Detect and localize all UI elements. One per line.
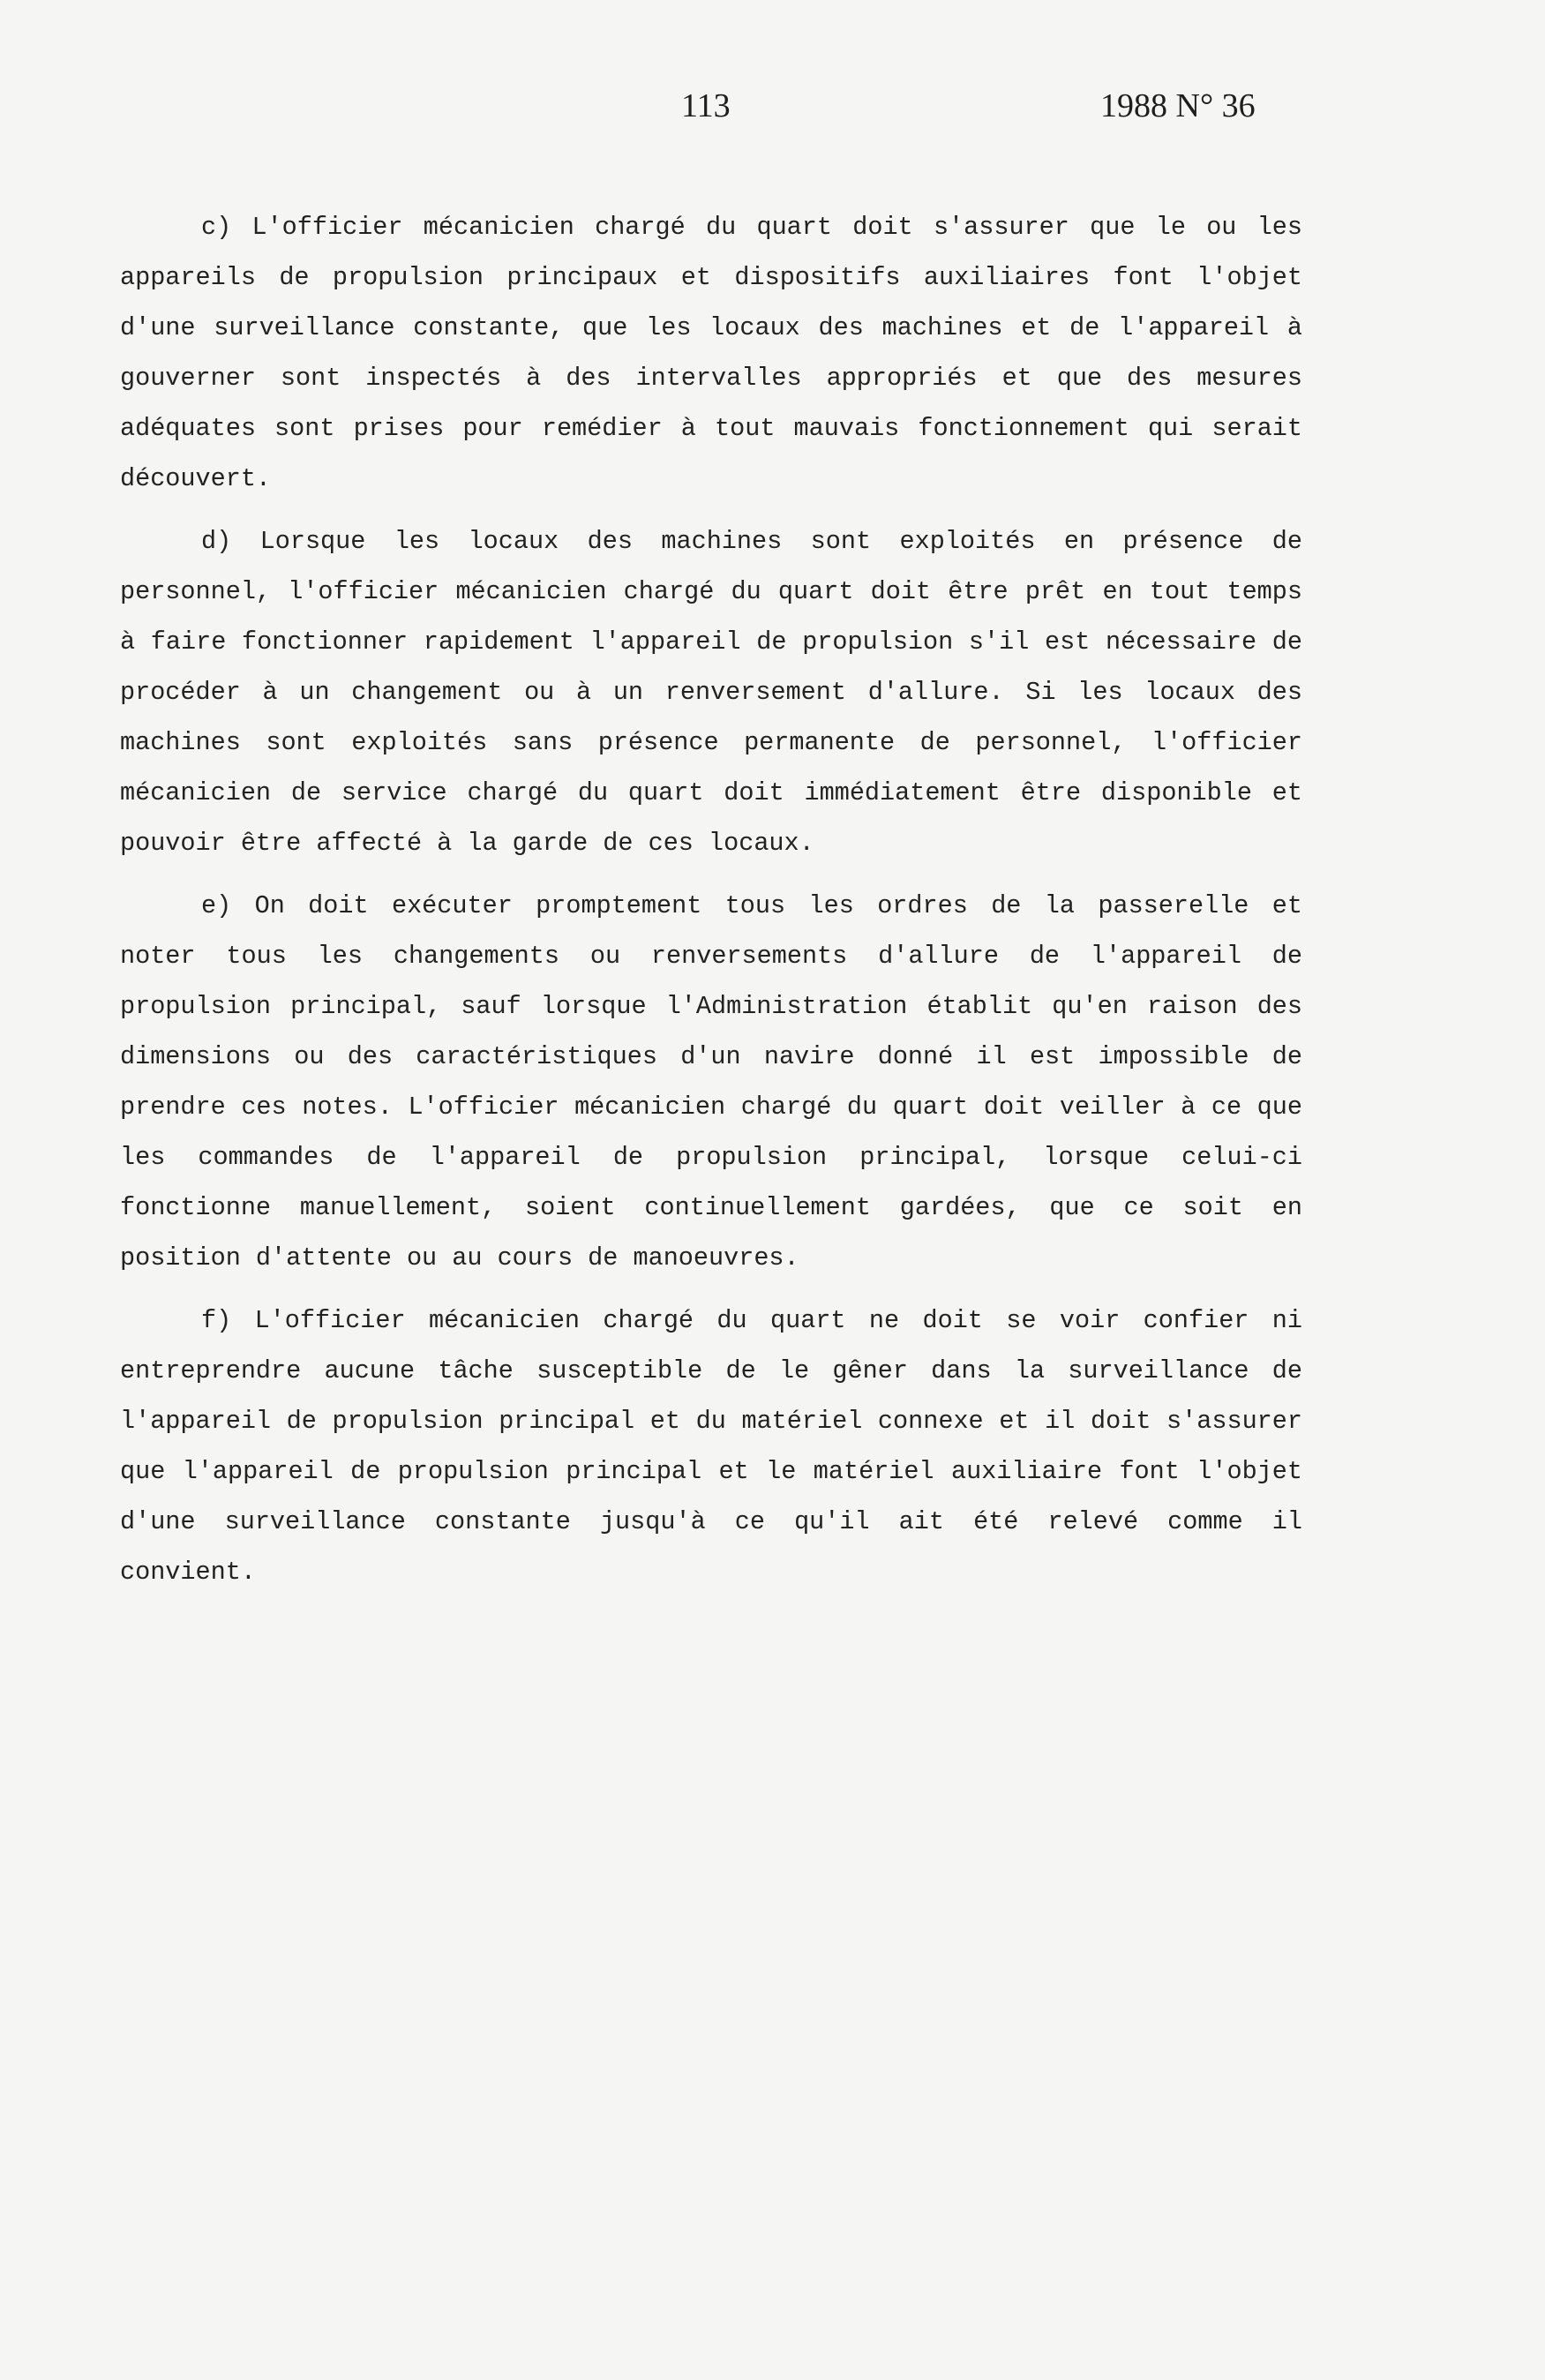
paragraph-f: f) L'officier mécanicien chargé du quart ne doit se voir confier ni entreprendre aucune tâche susceptible de le gêner dans la surveillance de l'appareil de propulsion principal et du matériel connexe et il doit s'assurer que l'appareil de propulsion principal et le matériel auxiliaire font l'objet d'une surveillance constante jusqu'à ce qu'il ait été relevé comme il convient. bbox=[120, 1306, 1302, 1587]
paragraph-c: c) L'officier mécanicien chargé du quart doit s'assurer que le ou les appareils de propulsion principaux et dispositifs auxiliaires font l'objet d'une surveillance constante, que les locaux des machines et de l'appareil à gouverner sont inspectés à des intervalles appropriés et que des mesures adéquates sont prises pour remédier à tout mauvais fonctionnement qui serait découvert. bbox=[120, 213, 1302, 493]
body-text bbox=[120, 202, 1302, 1610]
page-header bbox=[0, 86, 1545, 139]
paragraph-d: d) Lorsque les locaux des machines sont exploités en présence de personnel, l'officier mécanicien chargé du quart doit être prêt en tout temps à faire fonctionner rapidement l'appareil de propulsion s'il est nécessaire de procéder à un changement ou à un renversement d'allure. Si les locaux des machines sont exploités sans présence permanente de personnel, l'officier mécanicien de service chargé du quart doit immédiatement être disponible et pouvoir être affecté à la garde de ces locaux. bbox=[120, 527, 1302, 858]
paragraph-e: e) On doit exécuter promptement tous les ordres de la passerelle et noter tous les changements ou renversements d'allure de l'appareil de propulsion principal, sauf lorsque l'Administration établit qu'en raison des dimensions ou des caractéristiques d'un navire donné il est impossible de prendre ces notes. L'officier mécanicien chargé du quart doit veiller à ce que les commandes de l'appareil de propulsion principal, lorsque celui-ci fonctionne manuellement, soient continuellement gardées, que ce soit en position d'attente ou au cours de manoeuvres. bbox=[120, 891, 1302, 1273]
issue-label: 1988 N° 36 bbox=[1100, 87, 1256, 124]
page-number: 113 bbox=[681, 87, 731, 124]
